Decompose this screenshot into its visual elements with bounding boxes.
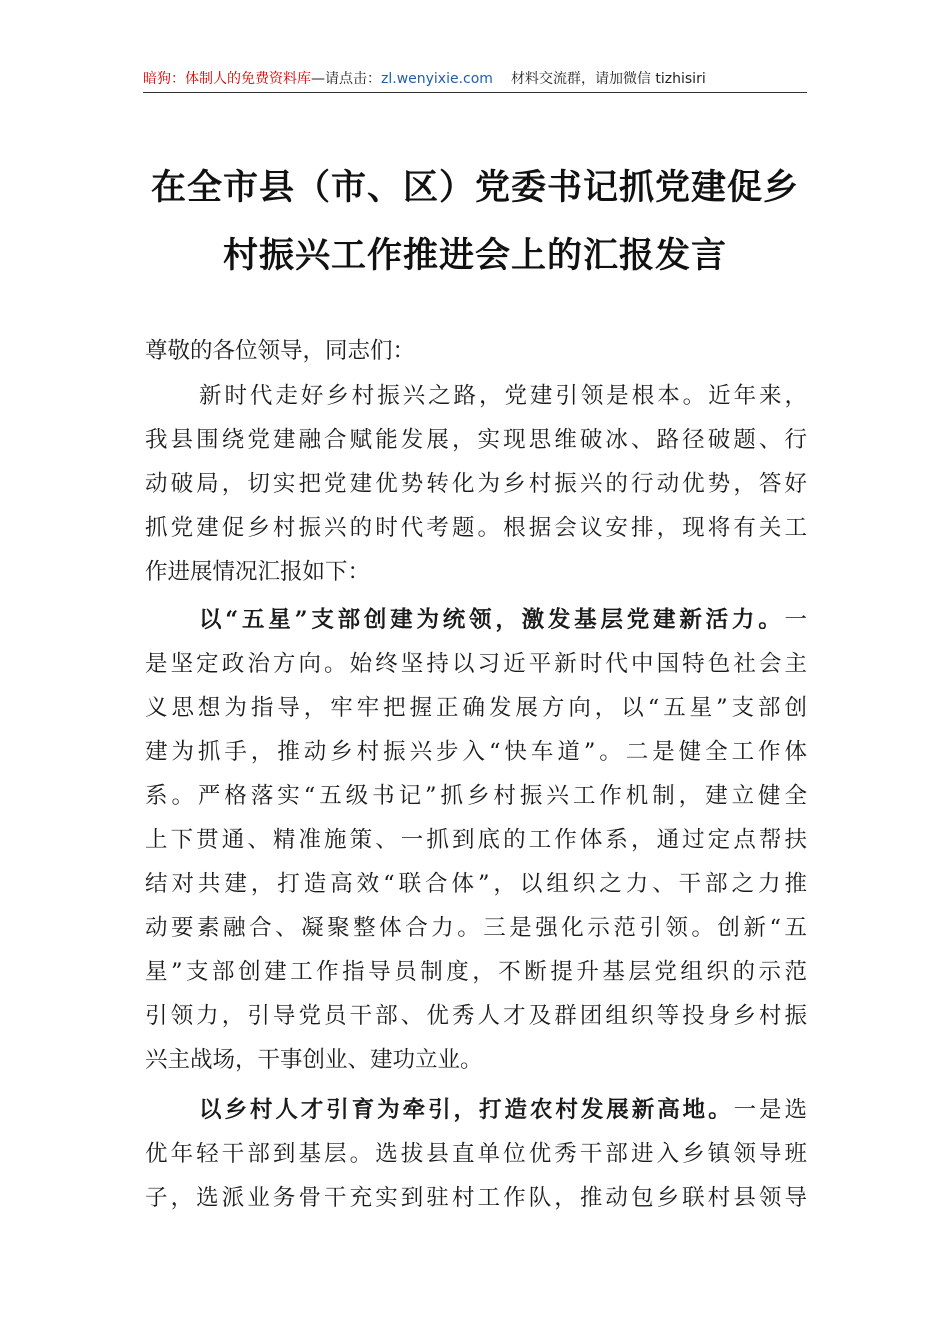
paragraph-2-line-3: 义思想为指导，牢牢把握正确发展方向，以“五星”支部创 — [145, 695, 807, 721]
paragraph-2-line-4: 建为抓手，推动乡村振兴步入“快车道”。二是健全工作体 — [145, 739, 807, 765]
document-title-line-2: 村振兴工作推进会上的汇报发言 — [222, 235, 727, 276]
site-url-link[interactable]: zl.wenyixie.com — [381, 71, 493, 87]
paragraph-2-line-8: 动要素融合、凝聚整体合力。三是强化示范引领。创新“五 — [145, 915, 807, 941]
paragraph-2-heading: 以“五星”支部创建为统领，激发基层党建新活力。 — [199, 607, 785, 633]
paragraph-1-line-2: 我县围绕党建融合赋能发展，实现思维破冰、路径破题、行 — [145, 427, 807, 453]
paragraph-1-line-5: 作进展情况汇报如下： — [145, 559, 371, 585]
paragraph-3-heading: 以乡村人才引育为牵引，打造农村发展新高地。 — [199, 1097, 734, 1123]
paragraph-2-line-10: 引领力，引导党员干部、优秀人才及群团组织等投身乡村振 — [145, 1003, 807, 1029]
paragraph-1-line-4: 抓党建促乡村振兴的时代考题。根据会议安排，现将有关工 — [145, 515, 807, 541]
header-separator: — — [311, 71, 325, 87]
paragraph-2-line-2: 是坚定政治方向。始终坚持以习近平新时代中国特色社会主 — [145, 651, 807, 677]
paragraph-2-line-9: 星”支部创建工作指导员制度，不断提升基层党组织的示范 — [145, 959, 807, 985]
paragraph-1-line-3: 动破局，切实把党建优势转化为乡村振兴的行动优势，答好 — [145, 471, 807, 497]
paragraph-2-first-tail: 一 — [784, 607, 807, 633]
paragraph-2-line-11: 兴主战场，干事创业、建功立业。 — [145, 1047, 483, 1073]
paragraph-1-line-1: 新时代走好乡村振兴之路，党建引领是根本。近年来， — [199, 383, 807, 409]
document-title-line-1: 在全市县（市、区）党委书记抓党建促乡 — [150, 167, 799, 208]
wechat-note: 材料交流群，请加微信 tizhisiri — [510, 71, 706, 87]
site-name-link[interactable]: 暗狗：体制人的免费资料库 — [143, 71, 311, 87]
header-banner — [143, 66, 807, 93]
salutation: 尊敬的各位领导，同志们： — [145, 338, 416, 364]
paragraph-2-line-1 — [199, 600, 807, 640]
paragraph-3-first-tail: 一是选 — [733, 1097, 807, 1123]
paragraph-3-line-3: 子，选派业务骨干充实到驻村工作队，推动包乡联村县领导 — [145, 1185, 807, 1211]
paragraph-2-line-6: 上下贯通、精准施策、一抓到底的工作体系，通过定点帮扶 — [145, 827, 807, 853]
click-prompt: 请点击： — [325, 71, 381, 87]
paragraph-3-line-2: 优年轻干部到基层。选拔县直单位优秀干部进入乡镇领导班 — [145, 1141, 807, 1167]
paragraph-2-line-5: 系。严格落实“五级书记”抓乡村振兴工作机制，建立健全 — [145, 783, 807, 809]
paragraph-3-line-1 — [199, 1090, 807, 1130]
paragraph-2-line-7: 结对共建，打造高效“联合体”，以组织之力、干部之力推 — [145, 871, 807, 897]
